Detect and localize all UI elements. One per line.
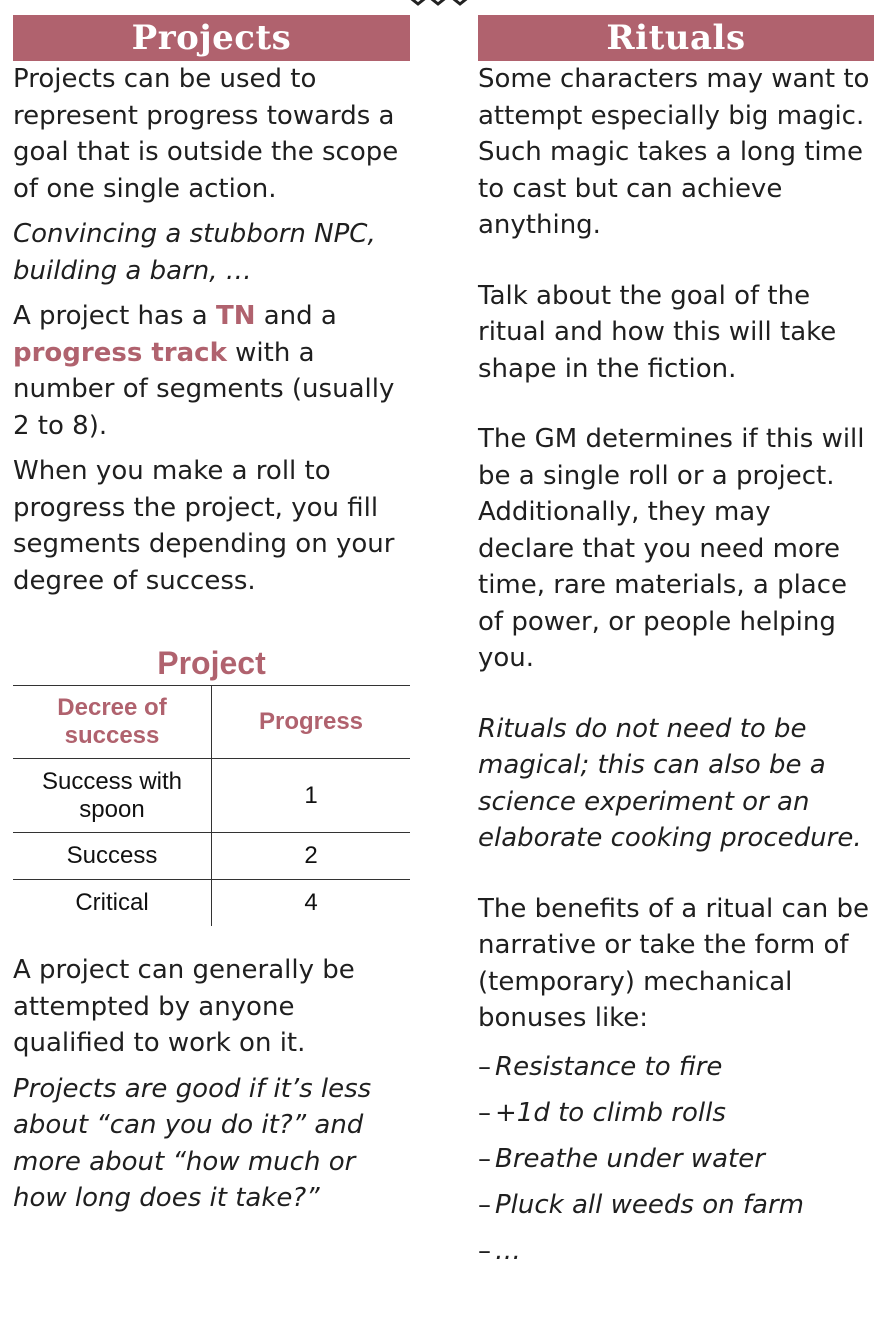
rituals-goal: Talk about the goal of the ritual and how this will take shape in the fiction. — [478, 280, 837, 384]
table-cell: Success with spoon — [13, 759, 212, 833]
rituals-header: Rituals — [478, 15, 874, 61]
table-row — [13, 880, 410, 927]
projects-roll-description: When you make a roll to progress the project, you fill segments depending on your degree of success. — [13, 456, 395, 596]
table-row — [13, 833, 410, 880]
projects-intro: Projects can be used to represent progress towards a goal that is outside the scope of one single action. — [13, 64, 399, 204]
table-cell: 2 — [212, 833, 411, 880]
rituals-benefits: The benefits of a ritual can be narrative or take the form of (temporary) mechanical bonuses like: — [478, 893, 869, 1033]
benefits-list — [478, 1049, 874, 1270]
table-cell: 4 — [304, 889, 318, 916]
list-item: – … — [478, 1235, 521, 1266]
rituals-intro: Some characters may want to attempt especially big magic. Such magic takes a long time to cast but can achieve anything. — [478, 64, 870, 240]
projects-header: Projects — [13, 15, 410, 61]
rituals-column — [478, 15, 874, 1279]
table-cell: Success — [13, 833, 212, 880]
projects-example: Convincing a stubborn NPC, building a barn, … — [13, 219, 376, 286]
table-header-progress: Progress — [212, 686, 411, 759]
projects-who: A project can generally be attempted by anyone qualified to work on it. — [13, 955, 355, 1058]
rituals-gm: The GM determines if this will be a single roll or a project. Additionally, they may declare that you need more time, rare materials, a place of power, or people helping you. — [478, 424, 865, 673]
table-cell: Critical — [13, 880, 212, 927]
project-table-title: Project — [157, 645, 266, 681]
list-item: – +1d to climb rolls — [478, 1097, 726, 1128]
tn-term: TN — [215, 301, 256, 331]
projects-tip: Projects are good if it’s less about “can you do it?” and more about “how much or how long does it take?” — [13, 1073, 372, 1213]
list-item: – Pluck all weeds on farm — [478, 1189, 804, 1220]
table-header-degree: Decree of success — [13, 686, 212, 759]
list-item: – Breathe under water — [478, 1143, 765, 1174]
progress-track-term: progress track — [13, 337, 227, 368]
projects-column — [13, 15, 410, 1217]
table-row — [13, 759, 410, 833]
project-table — [13, 685, 410, 926]
ornament-divider — [400, 0, 490, 10]
list-item: – Resistance to fire — [478, 1051, 723, 1082]
table-cell: 1 — [212, 759, 411, 833]
rituals-nonmagical: Rituals do not need to be magical; this can also be a science experiment or an elaborate cooking procedure. — [478, 713, 862, 853]
projects-track-description: A project has a TN and a progress track with a number of segments (usually 2 to 8). — [13, 301, 395, 441]
